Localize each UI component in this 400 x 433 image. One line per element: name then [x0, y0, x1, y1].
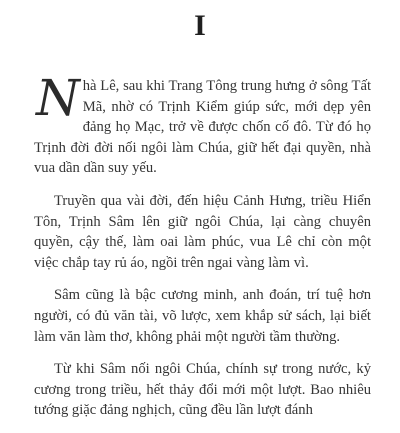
- paragraph-2-text: Truyền qua vài đời, đến hiệu Cảnh Hưng, triều Hiển Tôn, Trịnh Sâm lên giữ ngôi Chúa, lại càng chuyên quyền, cậy thế, làm oai làm phúc, vua Lê chỉ còn một việc chắp tay rủ áo, ngồi trên ngai vàng làm vì.: [34, 192, 371, 271]
- paragraph-3-text: Sâm cũng là bậc cương minh, anh đoán, trí tuệ hơn người, có đủ văn tài, võ lược, xem khắp sử sách, lại biết làm văn làm thơ, không phải một người tầm thường.: [34, 287, 371, 345]
- paragraph-4-text: Từ khi Sâm nối ngôi Chúa, chính sự trong nước, kỷ cương trong triều, hết thảy đổi mới một lượt. Bao nhiêu tướng giặc đảng nghịch, cũng đều lần lượt đánh: [34, 361, 371, 419]
- chapter-heading: I: [194, 9, 206, 42]
- paragraph-4: [34, 359, 371, 421]
- chapter-body: [34, 69, 371, 433]
- paragraph-1-text: hà Lê, sau khi Trang Tông trung hưng ở sông Tất Mã, nhờ có Trịnh Kiểm giúp sức, mới dẹp yên đảng họ Mạc, trở về được chốn cố đô. Từ đó họ Trịnh đời đời nối ngôi làm Chúa, giữ hết đại quyền, nhà vua dần dần suy yếu.: [34, 78, 371, 177]
- paragraph-2: [34, 191, 371, 273]
- paragraph-1: [34, 69, 371, 179]
- paragraph-3: [34, 285, 371, 347]
- drop-cap-letter: N: [36, 69, 80, 127]
